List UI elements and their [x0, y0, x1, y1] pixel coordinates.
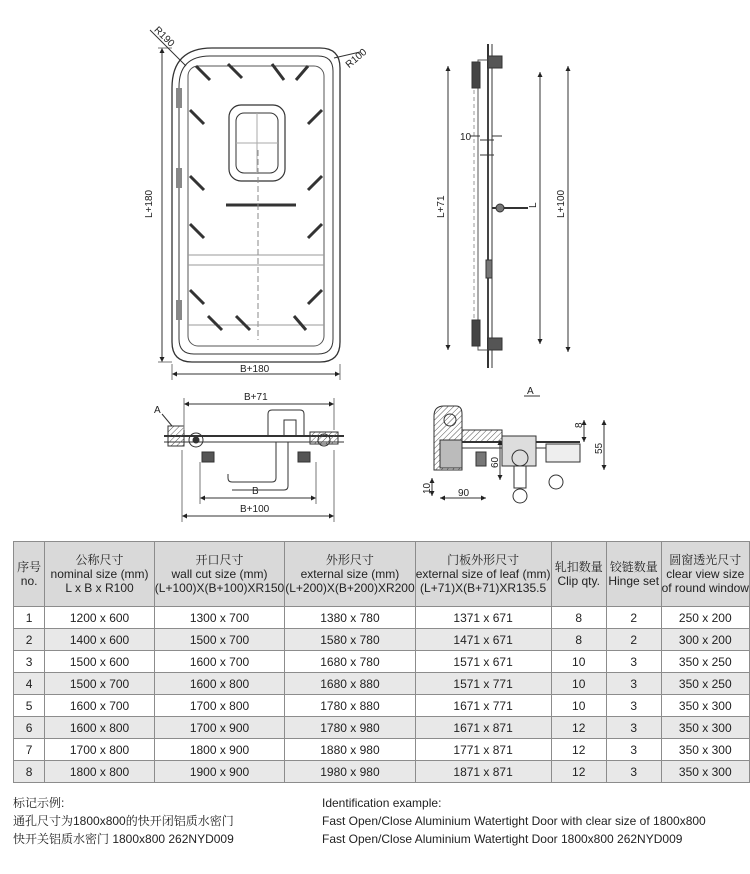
cell-window: 350 x 300 — [661, 761, 749, 783]
side-dim-l71: L+71 — [436, 195, 447, 218]
table-row — [14, 629, 750, 651]
cell-hinge: 3 — [606, 717, 661, 739]
cell-wallcut: 1700 x 900 — [154, 717, 284, 739]
cell-window: 350 x 300 — [661, 717, 749, 739]
id-cn-title: 标记示例: — [13, 796, 65, 810]
id-en-title: Identification example: — [322, 796, 442, 810]
cell-window: 250 x 200 — [661, 607, 749, 629]
cell-leaf: 1471 x 671 — [415, 629, 551, 651]
cell-clip: 12 — [551, 761, 606, 783]
section-dim-b71: B+71 — [244, 392, 268, 403]
table-row — [14, 651, 750, 673]
cell-external: 1380 x 780 — [285, 607, 415, 629]
cell-window: 350 x 300 — [661, 695, 749, 717]
table-row — [14, 739, 750, 761]
cell-wallcut: 1800 x 900 — [154, 739, 284, 761]
cell-external: 1780 x 980 — [285, 717, 415, 739]
cell-window: 350 x 250 — [661, 651, 749, 673]
cell-clip: 10 — [551, 695, 606, 717]
cell-nominal: 1600 x 800 — [45, 717, 155, 739]
header-window-size: 圆窗透光尺寸 clear view size of round window — [661, 542, 749, 607]
cell-wallcut: 1500 x 700 — [154, 629, 284, 651]
id-en-line2: Fast Open/Close Aluminium Watertight Door 1800x800 262NYD009 — [322, 832, 683, 846]
section-dim-b: B — [252, 486, 259, 497]
detail-dim-60: 60 — [490, 456, 501, 468]
cell-no: 1 — [14, 607, 45, 629]
cell-leaf: 1671 x 771 — [415, 695, 551, 717]
identification-example-en — [322, 794, 706, 848]
cell-no: 7 — [14, 739, 45, 761]
clip-marks — [190, 64, 322, 330]
front-width-dim: B+180 — [240, 364, 270, 375]
cell-no: 6 — [14, 717, 45, 739]
cell-hinge: 3 — [606, 651, 661, 673]
cell-leaf: 1771 x 871 — [415, 739, 551, 761]
cell-nominal: 1400 x 600 — [45, 629, 155, 651]
cell-clip: 8 — [551, 607, 606, 629]
cell-external: 1680 x 880 — [285, 673, 415, 695]
cell-nominal: 1800 x 800 — [45, 761, 155, 783]
identification-example-cn — [13, 794, 234, 848]
id-cn-line2: 快开关铝质水密门 1800x800 262NYD009 — [13, 832, 234, 846]
table-row — [14, 761, 750, 783]
cell-hinge: 2 — [606, 607, 661, 629]
detail-dim-8: 8 — [574, 422, 585, 428]
table-header-row — [14, 542, 750, 607]
table-row — [14, 717, 750, 739]
cell-clip: 12 — [551, 717, 606, 739]
cell-no: 8 — [14, 761, 45, 783]
table-row — [14, 673, 750, 695]
cell-window: 300 x 200 — [661, 629, 749, 651]
side-dim-l: L — [528, 202, 539, 208]
cell-window: 350 x 250 — [661, 673, 749, 695]
cell-external: 1780 x 880 — [285, 695, 415, 717]
cell-no: 5 — [14, 695, 45, 717]
cell-hinge: 3 — [606, 673, 661, 695]
detail-dim-10: 10 — [422, 482, 433, 494]
cell-wallcut: 1900 x 900 — [154, 761, 284, 783]
front-height-dim: L+180 — [144, 189, 155, 218]
cell-nominal: 1700 x 800 — [45, 739, 155, 761]
detail-a-view — [432, 396, 604, 503]
side-dim-l100: L+100 — [556, 189, 567, 218]
detail-dim-90: 90 — [458, 488, 470, 499]
cell-external: 1880 x 980 — [285, 739, 415, 761]
cell-clip: 10 — [551, 673, 606, 695]
header-wall-cut-size: 开口尺寸 wall cut size (mm) (L+100)X(B+100)XR150 — [154, 542, 284, 607]
cell-nominal: 1600 x 700 — [45, 695, 155, 717]
cell-window: 350 x 300 — [661, 739, 749, 761]
cell-no: 2 — [14, 629, 45, 651]
cell-clip: 12 — [551, 739, 606, 761]
radius-label-top-left: R190 — [151, 24, 177, 50]
cell-nominal: 1200 x 600 — [45, 607, 155, 629]
id-en-line1: Fast Open/Close Aluminium Watertight Door with clear size of 1800x800 — [322, 814, 706, 828]
cell-clip: 8 — [551, 629, 606, 651]
id-cn-line1: 通孔尺寸为1800x800的快开闭铝质水密门 — [13, 814, 234, 828]
cell-clip: 10 — [551, 651, 606, 673]
cell-wallcut: 1300 x 700 — [154, 607, 284, 629]
cell-hinge: 3 — [606, 739, 661, 761]
cell-hinge: 3 — [606, 695, 661, 717]
cell-leaf: 1371 x 671 — [415, 607, 551, 629]
header-no: 序号 no. — [14, 542, 45, 607]
side-dim-10: 10 — [460, 132, 472, 143]
header-leaf-size: 门板外形尺寸 external size of leaf (mm) (L+71)X(B+71)XR135.5 — [415, 542, 551, 607]
section-dim-b100: B+100 — [240, 504, 270, 515]
cell-no: 3 — [14, 651, 45, 673]
cell-wallcut: 1600 x 700 — [154, 651, 284, 673]
header-external-size: 外形尺寸 external size (mm) (L+200)X(B+200)XR200 — [285, 542, 415, 607]
cell-leaf: 1671 x 871 — [415, 717, 551, 739]
detail-dim-55: 55 — [594, 442, 605, 454]
table-row — [14, 695, 750, 717]
radius-label-top-right: R100 — [343, 46, 370, 71]
cell-leaf: 1571 x 771 — [415, 673, 551, 695]
cell-external: 1580 x 780 — [285, 629, 415, 651]
cell-hinge: 3 — [606, 761, 661, 783]
header-clip-qty: 轧扣数量 Clip qty. — [551, 542, 606, 607]
cell-no: 4 — [14, 673, 45, 695]
cell-wallcut: 1600 x 800 — [154, 673, 284, 695]
cell-leaf: 1871 x 871 — [415, 761, 551, 783]
cell-wallcut: 1700 x 800 — [154, 695, 284, 717]
table-row — [14, 607, 750, 629]
header-hinge-set: 铰链数量 Hinge set — [606, 542, 661, 607]
cell-external: 1980 x 980 — [285, 761, 415, 783]
cell-external: 1680 x 780 — [285, 651, 415, 673]
specification-table — [13, 541, 750, 783]
detail-title-a: A — [527, 386, 534, 397]
section-callout-a: A — [154, 405, 161, 416]
cell-leaf: 1571 x 671 — [415, 651, 551, 673]
cell-nominal: 1500 x 600 — [45, 651, 155, 673]
side-view — [448, 44, 568, 368]
cell-nominal: 1500 x 700 — [45, 673, 155, 695]
header-nominal-size: 公称尺寸 nominal size (mm) L x B x R100 — [45, 542, 155, 607]
front-view — [150, 30, 360, 380]
cell-hinge: 2 — [606, 629, 661, 651]
